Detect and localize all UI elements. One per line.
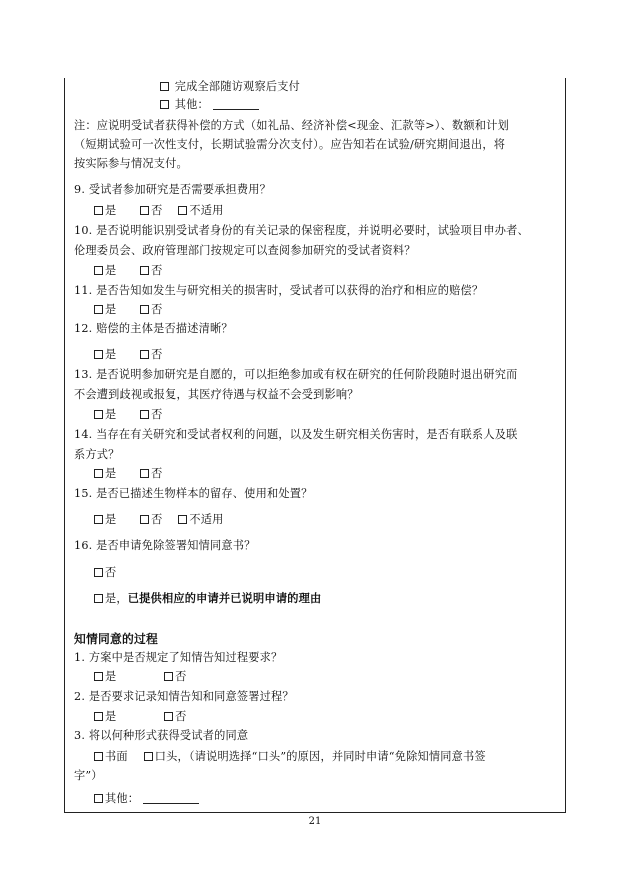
checkbox[interactable] <box>94 266 103 275</box>
q9-text: 9. 受试者参加研究是否需要承担费用？ <box>74 183 272 196</box>
q11-option-yes: 是 <box>105 303 117 316</box>
checkbox[interactable] <box>94 410 103 419</box>
cp-q3-text: 3. 将以何种形式获得受试者的同意 <box>74 729 249 742</box>
checkbox[interactable] <box>144 752 153 761</box>
q13-option-yes: 是 <box>105 408 117 421</box>
payment-other-label: 其他： <box>174 98 209 111</box>
q13-options <box>94 408 560 422</box>
q14-options <box>94 467 560 481</box>
q13-line-1: 13. 是否说明参加研究是自愿的，可以拒绝参加或有权在研究的任何阶段随时退出研究而 <box>74 368 518 381</box>
cp-q3-other-blank[interactable] <box>143 792 199 804</box>
q10-line-2: 伦理委员会、政府管理部门按规定可以查阅参加研究的受试者资料？ <box>74 244 416 257</box>
q10-option-no: 否 <box>151 264 163 277</box>
note-line-2: （短期试验可一次性支付，长期试验需分次支付）。应告知若在试验/研究期间退出，将 <box>74 138 506 151</box>
checkbox[interactable] <box>94 752 103 761</box>
q14-option-yes: 是 <box>105 467 117 480</box>
cp-q3-other-label: 其他： <box>105 792 140 805</box>
checkbox[interactable] <box>140 266 149 275</box>
cp-q2-option-yes: 是 <box>105 710 117 723</box>
checkbox[interactable] <box>178 515 187 524</box>
q14-line-2: 系方式？ <box>74 448 120 461</box>
q9-options <box>94 204 560 218</box>
checkbox[interactable] <box>140 410 149 419</box>
cp-q3-options <box>94 750 560 764</box>
checkbox[interactable] <box>140 469 149 478</box>
checkbox[interactable] <box>94 206 103 215</box>
cp-q1-option-yes: 是 <box>105 670 117 683</box>
q14-option-no: 否 <box>151 467 163 480</box>
q15-text: 15. 是否已描述生物样本的留存、使用和处置？ <box>74 487 313 500</box>
q11-text: 11. 是否告知如发生与研究相关的损害时，受试者可以获得的治疗和相应的赔偿？ <box>74 284 484 297</box>
cp-q3-other-row <box>94 792 560 806</box>
checkbox[interactable] <box>160 100 169 109</box>
q16-text: 16. 是否申请免除签署知情同意书？ <box>74 539 256 552</box>
checkbox[interactable] <box>94 469 103 478</box>
q15-option-na: 不适用 <box>189 513 224 526</box>
q10-options <box>94 264 560 278</box>
checkbox[interactable] <box>164 672 173 681</box>
q11-option-no: 否 <box>151 303 163 316</box>
payment-other-row <box>160 98 560 112</box>
q12-options <box>94 348 560 362</box>
checkbox[interactable] <box>160 82 169 91</box>
checkbox[interactable] <box>94 712 103 721</box>
q13-option-no: 否 <box>151 408 163 421</box>
checkbox[interactable] <box>94 794 103 803</box>
q12-option-no: 否 <box>151 348 163 361</box>
checkbox[interactable] <box>94 515 103 524</box>
note-line-1: 注：应说明受试者获得补偿的方式（如礼品、经济补偿<现金、汇款等>）、数额和计划 <box>74 119 509 132</box>
q16-option-yes: 是， <box>105 592 128 605</box>
cp-q2-text: 2. 是否要求记录知情告知和同意签署过程？ <box>74 690 294 703</box>
q15-option-no: 否 <box>151 513 163 526</box>
note-line-3: 按实际参与情况支付。 <box>74 157 188 170</box>
q10-option-yes: 是 <box>105 264 117 277</box>
q10-line-1: 10. 是否说明能识别受试者身份的有关记录的保密程度，并说明必要时，试验项目申办者、 <box>74 224 529 237</box>
checkbox[interactable] <box>140 350 149 359</box>
cp-q2-option-no: 否 <box>175 710 187 723</box>
payment-after-visits-row <box>160 80 560 94</box>
q14-line-1: 14. 当存在有关研究和受试者权利的问题，以及发生研究相关伤害时，是否有联系人及联 <box>74 428 518 441</box>
checkbox[interactable] <box>94 568 103 577</box>
q9-option-na: 不适用 <box>189 204 224 217</box>
checkbox[interactable] <box>94 672 103 681</box>
q16-option-yes-row <box>94 592 560 606</box>
cp-q2-options <box>94 710 560 724</box>
checkbox[interactable] <box>94 594 103 603</box>
cp-q1-text: 1. 方案中是否规定了知情告知过程要求？ <box>74 651 283 664</box>
q12-option-yes: 是 <box>105 348 117 361</box>
checkbox[interactable] <box>178 206 187 215</box>
q15-options <box>94 513 560 527</box>
checkbox[interactable] <box>140 305 149 314</box>
cp-q1-option-no: 否 <box>175 670 187 683</box>
cp-q3-option-oral-cont: 字”） <box>74 769 103 782</box>
q13-line-2: 不会遭到歧视或报复，其医疗待遇与权益不会受到影响？ <box>74 388 359 401</box>
checkbox[interactable] <box>94 305 103 314</box>
q16-option-yes-detail: 已提供相应的申请并已说明申请的理由 <box>127 592 322 605</box>
page-number: 21 <box>308 816 322 827</box>
q12-text: 12. 赔偿的主体是否描述清晰？ <box>74 322 233 335</box>
checkbox[interactable] <box>164 712 173 721</box>
cp-q3-option-written: 书面 <box>105 750 128 763</box>
cp-q3-option-oral: 口头，（请说明选择“口头”的原因，并同时申请“免除知情同意书签 <box>154 750 486 763</box>
q9-option-no: 否 <box>151 204 163 217</box>
checkbox[interactable] <box>140 515 149 524</box>
q16-option-no-row <box>94 566 560 580</box>
cp-q1-options <box>94 670 560 684</box>
checkbox[interactable] <box>140 206 149 215</box>
checkbox[interactable] <box>94 350 103 359</box>
q15-option-yes: 是 <box>105 513 117 526</box>
q11-options <box>94 303 560 317</box>
q9-option-yes: 是 <box>105 204 117 217</box>
payment-after-visits-label: 完成全部随访观察后支付 <box>174 80 301 93</box>
payment-other-blank[interactable] <box>213 98 259 110</box>
q16-option-no: 否 <box>105 566 117 579</box>
consent-process-heading: 知情同意的过程 <box>74 632 158 646</box>
